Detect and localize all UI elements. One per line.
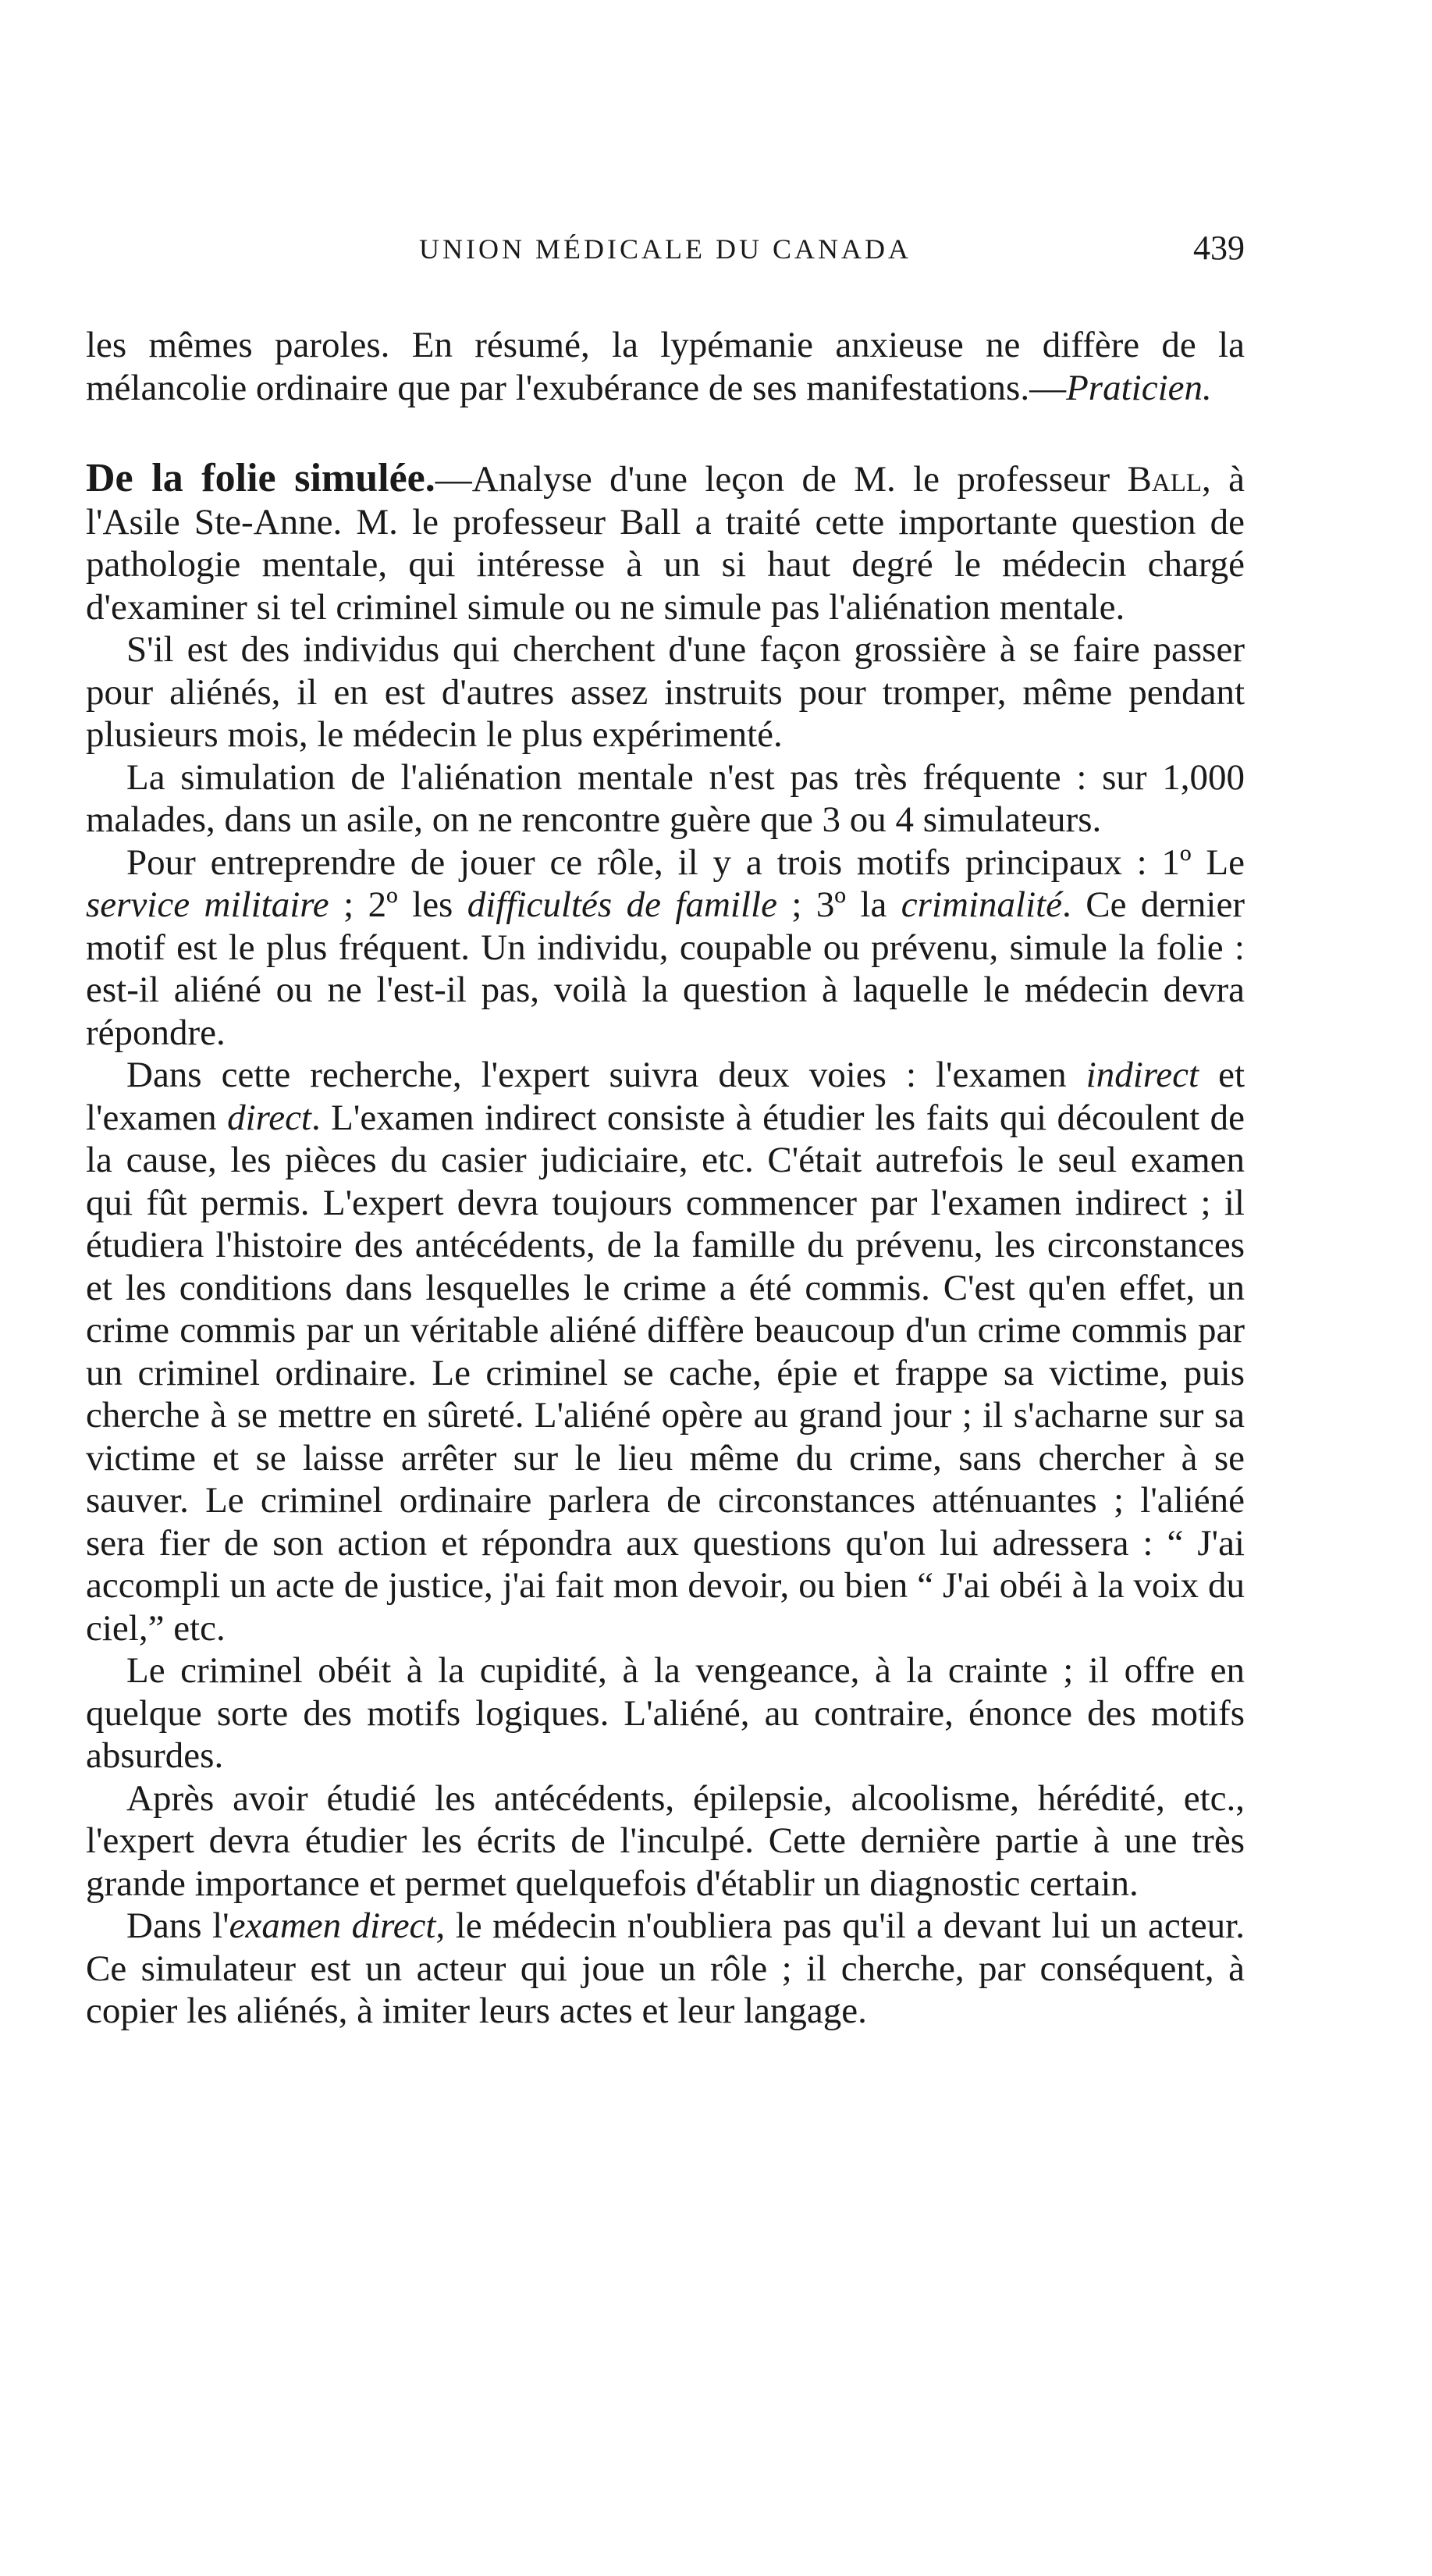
paragraph-1: S'il est des individus qui cherchent d'une façon grossière à se faire passer pour aliénés, il en est d'autres assez instruits pour tromper, même pendant plusieurs mois, le médecin le plus expérimenté. [86,629,1245,755]
professor-name: Ball [1127,459,1203,500]
paragraph-4 [86,1054,1245,1649]
page-header [86,229,1245,279]
p3-text-a: Pour entreprendre de jouer ce rôle, il y a trois motifs principaux : 1º Le [126,841,1245,883]
paragraph-2: La simulation de l'aliénation mentale n'est pas très fréquente : sur 1,000 malades, dans un asile, on ne rencontre guère que 3 ou 4 simulateurs. [86,756,1245,840]
p3-text-d: . Ce dernier motif est le plus fréquent. Un individu, coupable ou prévenu, simule la folie : est-il aliéné ou ne l'est-il pas, voilà la question à laquelle le médecin devra répondre. [86,884,1245,1053]
p4-text-a: Dans cette recherche, l'expert suivra deux voies : l'examen [126,1055,1086,1095]
paragraph-5: Le criminel obéit à la cupidité, à la vengeance, à la crainte ; il offre en quelque sorte des motifs logiques. L'aliéné, au contraire, énonce des motifs absurdes. [86,1650,1245,1776]
p3-text-b: ; 2º les [329,884,467,925]
p4-italic-2: direct [227,1097,311,1138]
p7-text-a: Dans l' [126,1905,229,1946]
p3-italic-2: difficultés de famille [467,884,777,925]
article-intro-paragraph [86,457,1245,628]
p3-italic-3: criminalité [901,884,1063,925]
p4-text-c: . L'examen indirect consiste à étudier les faits qui découlent de la cause, les pièces du casier judiciaire, etc. C'était autrefois le seul examen qui fût permis. L'expert devra toujours commencer par l'examen indirect ; il étudiera l'histoire des antécédents, de la famille du prévenu, les circonstances et les conditions dans lesquelles le crime a été commis. C'est qu'en effet, un crime commis par un véritable aliéné diffère beaucoup d'un crime commis par un criminel ordinaire. Le criminel se cache, épie et frappe sa victime, puis cherche à se mettre en sûreté. L'aliéné opère au grand jour ; il s'acharne sur sa victime et se laisse arrêter sur le lieu même du crime, sans chercher à se sauver. Le criminel ordinaire parlera de circonstances atténuantes ; l'aliéné sera fier de son action et répondra aux questions qu'on lui adressera : “ J'ai accompli un acte de justice, j'ai fait mon devoir, ou bien “ J'ai obéi à la voix du ciel,” etc. [86,1097,1245,1649]
p3-italic-1: service militaire [86,884,329,925]
article-intro-2: , à l'Asile Ste-Anne. M. le professeur Ball a traité cette importante question de pathologie mentale, qui intéresse à un si haut degré le médecin chargé d'examiner si tel criminel simule ou ne simule pas l'aliénation mentale. [86,459,1245,628]
signature: Praticien. [1066,367,1212,408]
p4-italic-1: indirect [1086,1055,1199,1095]
running-title: UNION MÉDICALE DU CANADA [419,233,911,265]
continuation-paragraph [86,324,1245,409]
p3-text-c: ; 3º la [776,884,901,925]
paragraph-6: Après avoir étudié les antécédents, épilepsie, alcoolisme, hérédité, etc., l'expert devra étudier les écrits de l'inculpé. Cette dernière partie à une très grande importance et permet quelquefois d'établir un diagnostic certain. [86,1777,1245,1904]
paragraph-3 [86,841,1245,1055]
body-text [86,324,1245,2033]
article-title: De la folie simulée. [86,456,435,500]
p7-text-b: , le médecin n'oubliera pas qu'il a devant lui un acteur. Ce simulateur est un acteur qui joue un rôle ; il cherche, par conséquent, à copier les aliénés, à imiter leurs actes et leur langage. [86,1905,1245,2031]
article-intro-1: —Analyse d'une leçon de M. le professeur [435,459,1128,500]
paragraph-7 [86,1905,1245,2033]
p7-italic-1: examen direct [229,1905,436,1946]
page-number: 439 [1193,229,1245,267]
continuation-text: les mêmes paroles. En résumé, la lypémanie anxieuse ne diffère de la mélancolie ordinaire que par l'exubérance de ses manifestations.— [86,325,1245,408]
p4-text-b: et l'examen [86,1055,1245,1138]
